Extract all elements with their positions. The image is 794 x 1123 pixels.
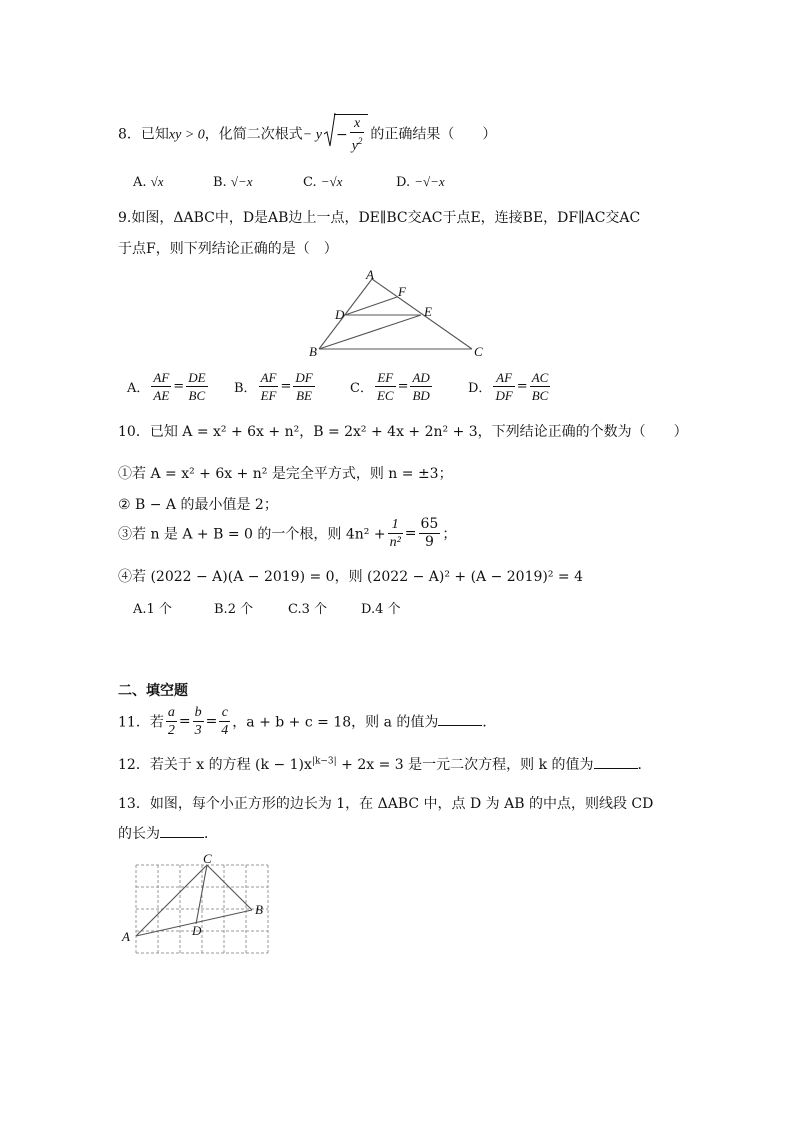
label-E: E (424, 304, 432, 319)
label-F: F (398, 284, 406, 299)
q8-radical: − $\frac{x}{y^2}$ (324, 114, 368, 155)
q11-stem: 11．若 $\frac{a}{2}$ = $\frac{b}{3}$ = $\frac{c}{4}$ ，a + b + c = 18，则 a 的值为 ． (118, 705, 497, 738)
q8-option-a[interactable]: A. √x (133, 174, 164, 190)
q9-stem-line1: 9.如图，ΔABC中，D是AB边上一点，DE∥BC交AC于点E，连接BE，DF∥AC交AC (118, 210, 641, 226)
q13-stem-line2: 的长为 ． (118, 823, 218, 843)
segment-AB (319, 279, 372, 349)
q10-statement-4: ④若 (2022 − A)(A − 2019) = 0，则 (2022 − A)² + (A − 2019)² = 4 (118, 569, 584, 585)
q13-stem-line1: 13．如图，每个小正方形的边长为 1，在 ΔABC 中，点 D 为 AB 的中点，则线段 CD (118, 796, 654, 812)
q13-answer-blank[interactable] (160, 823, 204, 838)
q8-text-b: ，化简二次根式 (204, 126, 303, 143)
label-A: A (366, 268, 374, 282)
q13-grid-figure (118, 850, 288, 968)
label-C: C (203, 851, 212, 866)
q8-text-c: 的正确结果（ ） (370, 126, 497, 143)
q8-option-c[interactable]: C. −√x (303, 174, 343, 190)
q10-statement-3: ③若 n 是 A + B = 0 的一个根，则 4n² + $\frac{1}{\text{n²}}$ = $\frac{65}{9}$ ； (118, 516, 457, 550)
q9-option-c[interactable]: C． $\frac{EF}{EC}$ = $\frac{AD}{BD}$ (350, 370, 430, 403)
segment-AC (372, 279, 472, 349)
q12-stem: 12．若关于 x 的方程 $(k - 1)x^{|k-3|} + 2x = 3$ 是一元二次方程，则 k 的值为 ． (118, 754, 652, 774)
q12-answer-blank[interactable] (594, 754, 638, 769)
label-D: D (192, 923, 202, 938)
label-C: C (474, 344, 483, 359)
q9-option-d[interactable]: D． $\frac{AF}{DF}$ = $\frac{AC}{BC}$ (468, 370, 549, 403)
q8-text-a: 8．已知 (118, 126, 169, 143)
grid-lines (136, 865, 268, 953)
label-B: B (309, 344, 317, 359)
label-D: D (335, 307, 345, 322)
q10-option-b[interactable]: B.2 个 (214, 602, 254, 617)
label-B: B (255, 902, 263, 917)
q10-statement-2: ② B − A 的最小值是 2； (118, 497, 278, 513)
q8-frac-den: $y^2$ (351, 136, 363, 154)
q10-option-a[interactable]: A.1 个 (133, 602, 172, 617)
q8-option-d[interactable]: D. −√−x (396, 174, 445, 190)
q8-frac-num: x (350, 115, 365, 133)
q8-neg-y: − y (302, 127, 322, 143)
q10-option-d[interactable]: D.4 个 (361, 602, 401, 617)
q10-statement-1: ①若 A = x² + 6x + n² 是完全平方式，则 n = ±3； (118, 466, 453, 482)
q10-option-c[interactable]: C.3 个 (288, 602, 328, 617)
q8-option-b[interactable]: B. √−x (213, 174, 253, 190)
q9-stem-line2: 于点F，则下列结论正确的是（ ） (118, 241, 338, 257)
q9-option-b[interactable]: B． $\frac{AF}{EF}$ = $\frac{DF}{BE}$ (234, 370, 313, 403)
q9-option-a[interactable]: A． $\frac{AF}{AE}$ = $\frac{DE}{BC}$ (127, 370, 206, 403)
q8-condition: xy > 0 (168, 127, 205, 143)
section-fill-in-title: 二、填空题 (118, 683, 188, 699)
label-A: A (122, 929, 130, 944)
q11-answer-blank[interactable] (438, 711, 482, 726)
segment-DF (345, 297, 397, 315)
q8-stem (118, 114, 496, 155)
radical-sign-icon (324, 112, 336, 150)
q9-triangle-figure (300, 268, 500, 368)
q10-stem: 10．已知 A = x² + 6x + n²，B = 2x² + 4x + 2n² + 3，下列结论正确的个数为（ ） (118, 424, 688, 440)
